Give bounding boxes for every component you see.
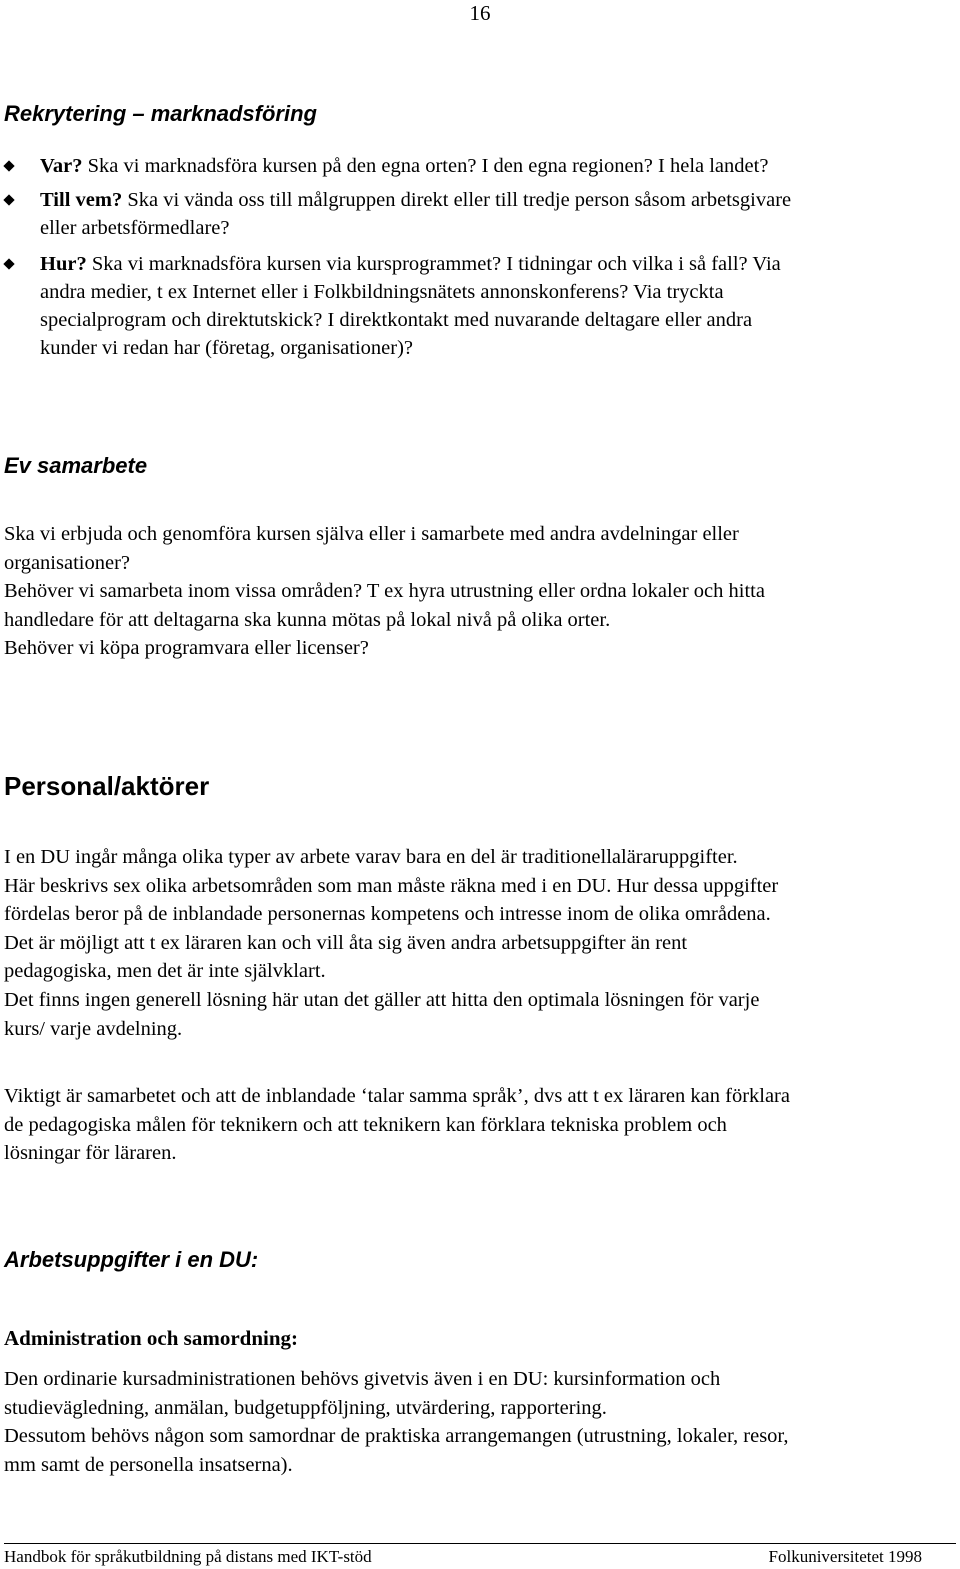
text-line: Den ordinarie kursadministrationen behövs givetvis även i en DU: kursinformation och bbox=[4, 1368, 721, 1390]
footer-title: Handbok för språkutbildning på distans med IKT-stöd bbox=[4, 1547, 372, 1566]
text-line: Dessutom behövs någon som samordnar de praktiska arrangemangen (utrustning, lokaler, resor, bbox=[4, 1425, 789, 1448]
diamond-bullet-icon bbox=[3, 160, 14, 171]
footer-divider bbox=[4, 1543, 956, 1544]
paragraph-samarbete bbox=[4, 520, 956, 663]
paragraph-personal bbox=[4, 843, 956, 1043]
subheading-administration: Administration och samordning: bbox=[4, 1326, 299, 1350]
bullet-item-hur bbox=[0, 250, 955, 362]
text-line: kurs/ varje avdelning. bbox=[4, 1017, 183, 1040]
bullet-text: Ska vi marknadsföra kursen på den egna orten? I den egna regionen? I hela landet? bbox=[87, 155, 769, 177]
text-line: handledare för att deltagarna ska kunna mötas på lokal nivå på olika orter. bbox=[4, 608, 611, 631]
bullet-text: Ska vi marknadsföra kursen via kursprogrammet? I tidningar och vilka i så fall? Via bbox=[91, 253, 781, 275]
text-line: studievägledning, anmälan, budgetuppföljning, utvärdering, rapportering. bbox=[4, 1396, 607, 1419]
heading-rekrytering: Rekrytering – marknadsföring bbox=[4, 101, 317, 126]
paragraph-samarbetet bbox=[4, 1082, 956, 1168]
diamond-bullet-icon bbox=[3, 194, 14, 205]
text-line: Ska vi erbjuda och genomföra kursen själva eller i samarbete med andra avdelningar eller bbox=[4, 523, 739, 545]
heading-samarbete: Ev samarbete bbox=[4, 453, 148, 478]
page-number: 16 bbox=[469, 1, 491, 25]
bullet-list bbox=[0, 152, 955, 362]
text-line: de pedagogiska målen för teknikern och att teknikern kan förklara tekniska problem och bbox=[4, 1113, 727, 1136]
text-line: I en DU ingår många olika typer av arbete varav bara en del är traditionellaläraruppgifter. bbox=[4, 846, 738, 868]
bullet-label: Till vem? bbox=[40, 189, 123, 211]
text-line: fördelas beror på de inblandade personernas kompetens och intresse inom de olika områdena. bbox=[4, 903, 771, 926]
bullet-text: andra medier, t ex Internet eller i Folkbildningsnätets annonskonferens? Via tryckta bbox=[40, 281, 724, 303]
text-line: Det är möjligt att t ex läraren kan och vill åta sig även andra arbetsuppgifter än rent bbox=[4, 931, 688, 954]
text-line: lösningar för läraren. bbox=[4, 1142, 177, 1165]
heading-personal: Personal/aktörer bbox=[4, 771, 210, 801]
bullet-label: Var? bbox=[40, 155, 83, 177]
bullet-text: kunder vi redan har (företag, organisationer)? bbox=[40, 337, 414, 359]
bullet-text: Ska vi vända oss till målgruppen direkt eller till tredje person såsom arbetsgivare bbox=[127, 189, 792, 211]
text-line: mm samt de personella insatserna). bbox=[4, 1453, 293, 1476]
text-line: Behöver vi samarbeta inom vissa områden? T ex hyra utrustning eller ordna lokaler och hitta bbox=[4, 580, 765, 603]
text-line: Här beskrivs sex olika arbetsområden som man måste räkna med i en DU. Hur dessa uppgifter bbox=[4, 874, 779, 897]
text-line: Viktigt är samarbetet och att de inblandade ‘talar samma språk’, dvs att t ex läraren kan förklara bbox=[4, 1085, 790, 1107]
text-line: Behöver vi köpa programvara eller licenser? bbox=[4, 637, 369, 660]
bullet-text: specialprogram och direktutskick? I direktkontakt med nuvarande deltagare eller andra bbox=[40, 309, 753, 331]
text-line: pedagogiska, men det är inte självklart. bbox=[4, 960, 326, 983]
heading-arbetsuppgifter: Arbetsuppgifter i en DU: bbox=[4, 1247, 259, 1272]
paragraph-administration bbox=[4, 1365, 956, 1479]
bullet-label: Hur? bbox=[40, 253, 87, 275]
diamond-bullet-icon bbox=[3, 258, 14, 269]
footer-publisher: Folkuniversitetet 1998 bbox=[768, 1547, 922, 1566]
text-line: Det finns ingen generell lösning här utan det gäller att hitta den optimala lösningen för varje bbox=[4, 988, 760, 1011]
bullet-item-var bbox=[0, 152, 955, 180]
bullet-item-till-vem bbox=[0, 186, 955, 242]
bullet-text: eller arbetsförmedlare? bbox=[40, 217, 230, 239]
text-line: organisationer? bbox=[4, 551, 130, 574]
